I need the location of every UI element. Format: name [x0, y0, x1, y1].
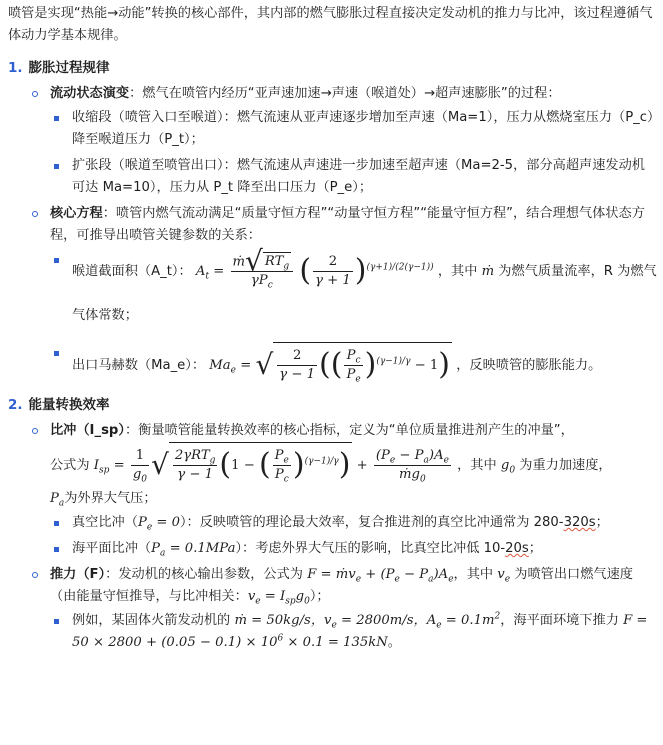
section-1-list [28, 83, 658, 388]
vacuum-isp-label: 真空比冲（ [72, 515, 138, 530]
section-1-number: 1. [8, 60, 23, 76]
thrust-after-2: 为喷管出口燃气速度（由能量守恒推导，与比冲相关： [50, 567, 633, 604]
throat-area-item [50, 244, 658, 338]
exit-velocity-symbol: $v_e$ [493, 567, 511, 585]
example-text-b: ，海平面环境下推力 [500, 613, 619, 628]
thrust-sublist [50, 610, 658, 654]
isp-after: ，其中 [457, 458, 497, 473]
section-2-heading [8, 394, 658, 416]
exit-velocity-relation: $v_e = I_{sp}g_0$ [247, 589, 310, 607]
flow-state-text: ：燃气在喷管内经历“亚声速加速→声速（喉道处）→超声速膨胀”的过程： [129, 86, 561, 101]
exit-mach-label: 出口马赫数（Ma_e）： [72, 358, 206, 373]
flow-state-sublist [50, 107, 658, 199]
intro-paragraph: 喷管是实现“热能→动能”转换的核心部件，其内部的燃气膨胀过程直接决定发动机的推力与比冲，该过程遵循气体动力学基本规律。 [8, 6, 653, 43]
vacuum-isp-item [50, 512, 658, 534]
mass-flow-symbol: ṁ [477, 264, 499, 279]
thrust-formula: F = ṁv$_e$ + $(P_e - P_a)A_e$ [307, 567, 454, 585]
sea-level-isp-range-end: 20s [505, 541, 529, 556]
throat-area-after-2: 为燃气质量流率，R 为燃气气体常数； [72, 264, 657, 323]
thrust-after-3: ）； [309, 589, 330, 604]
exit-mach-formula: $Ma_e$ = √ $\frac{2}{\gamma - 1}$ (( $\frac{P_c}{P_e}$ )$^{(\gamma-1)/\gamma}$ − 1) [209, 358, 452, 373]
section-2-title: 能量转换效率 [28, 397, 110, 413]
divergent-section-item: 扩张段（喉道至喷管出口）：燃气流速从声速进一步加速至超声速（Ma=2-5，部分高超声速发动机可达 Ma=10），压力从 P_t 降至出口压力（P_e）； [50, 155, 658, 199]
flow-state-item [28, 83, 658, 199]
vacuum-isp-after: ）：反映喷管的理论最大效率，复合推进剂的真空比冲通常为 280- [179, 515, 564, 530]
flow-state-label: 流动状态演变 [50, 86, 130, 101]
thrust-example-item [50, 610, 658, 654]
throat-area-after: ，其中 [437, 264, 478, 279]
example-parameters: ṁ = 50kg/s，$v_e = 2800m/s$，$A_e = 0.1m^2$ [234, 611, 501, 631]
vacuum-condition: $P_e = 0$ [137, 515, 180, 533]
core-equation-sublist [50, 244, 658, 388]
core-equation-item [28, 203, 658, 388]
core-equation-text: ：喷管内燃气流动满足“质量守恒方程”“动量守恒方程”“能量守恒方程”，结合理想气体状态方程，可推导出喷管关键参数的关系： [50, 206, 645, 243]
example-text-a: 例如，某固体火箭发动机的 [72, 613, 231, 628]
section-1-heading [8, 57, 658, 79]
section-1-title: 膨胀过程规律 [28, 60, 110, 76]
isp-formula: $I_{sp}$ = $\frac{1}{g_0}$ √ $\frac{2\gamma RT_g}{\gamma - 1}$ (1 − ( $\frac{P_e}{P_c}$ )$^{(\gamma-1)/\gamma}$) + $\frac{(P_e - P_a)A_e}{ṁg_0}$ [94, 458, 453, 473]
specific-impulse-item [28, 420, 658, 560]
example-text-c: 。 [387, 635, 401, 650]
exit-mach-item [50, 342, 658, 388]
vacuum-isp-punct: ； [595, 515, 609, 530]
isp-after-3: 为外界大气压； [64, 491, 157, 506]
sea-level-isp-label: 海平面比冲（ [72, 541, 152, 556]
gravity-symbol: $g_0$ [496, 458, 516, 476]
core-equation-label: 核心方程 [50, 206, 103, 221]
specific-impulse-label: 比冲（I_sp） [50, 423, 125, 438]
thrust-label: 推力（F） [50, 567, 106, 582]
isp-after-2: 为重力加速度， [519, 458, 612, 473]
ambient-pressure-symbol: $P_a$ [50, 491, 65, 509]
specific-impulse-sublist [50, 512, 658, 560]
sea-level-condition: $P_a = 0.1MPa$ [151, 541, 236, 559]
isp-formula-prefix: 公式为 [50, 458, 90, 473]
convergent-section-item: 收缩段（喷管入口至喉道）：燃气流速从亚声速逐步增加至声速（Ma=1），压力从燃烧室压力（P_c）降至喉道压力（P_t）； [50, 107, 658, 151]
section-2-number: 2. [8, 397, 23, 413]
sea-level-isp-punct: ； [528, 541, 542, 556]
throat-area-formula: $A_t$ = $\frac{ṁ√ RT_g}{\gamma P_c}$ ( $\frac{2}{\gamma + 1}$ )$^{(\gamma+1)/(2(\gamma-1))}$ [195, 244, 434, 291]
section-2-list [28, 420, 658, 654]
document-body [8, 3, 658, 658]
thrust-item [28, 564, 658, 654]
vacuum-isp-range-end: 320s [563, 515, 596, 530]
specific-impulse-text: ：衡量喷管能量转换效率的核心指标，定义为“单位质量推进剂产生的冲量”， [124, 423, 574, 438]
thrust-text: ：发动机的核心输出参数，公式为 [105, 567, 303, 582]
sea-level-isp-after: ）：考虑外界大气压的影响，比真空比冲低 10- [235, 541, 506, 556]
thrust-after: ，其中 [453, 567, 494, 582]
throat-area-label: 喉道截面积（A_t）： [72, 264, 192, 279]
sea-level-isp-item [50, 538, 658, 560]
example-thrust-result: $F = 50 \times 2800 + (0.05 - 0.1) \times 10^6 \times 0.1 = 135kN$ [72, 613, 648, 650]
exit-mach-after: ，反映喷管的膨胀能力。 [456, 358, 602, 373]
